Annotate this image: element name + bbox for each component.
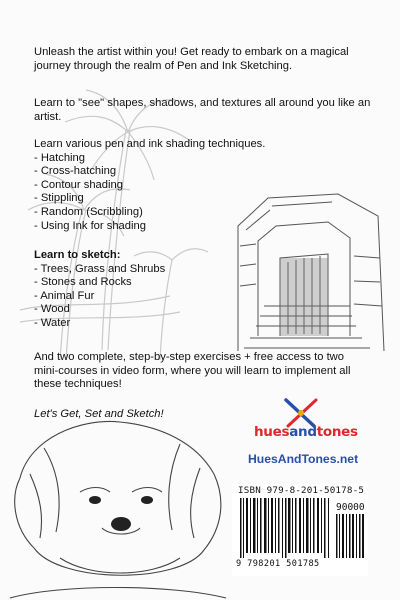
list-item: - Using Ink for shading bbox=[34, 219, 146, 232]
techniques-section bbox=[34, 138, 334, 233]
website-url: HuesAndTones.net bbox=[248, 452, 359, 466]
logo-part-tones: tones bbox=[316, 424, 358, 440]
slogan-paragraph bbox=[34, 408, 234, 422]
logo-part-and: and bbox=[289, 424, 317, 440]
hues-and-tones-logo bbox=[254, 424, 358, 440]
list-item: - Stippling bbox=[34, 192, 84, 205]
price-code: 90000 bbox=[336, 502, 365, 513]
dog-sketch bbox=[0, 408, 232, 600]
list-item: - Random (Scribbling) bbox=[34, 205, 143, 218]
intro-text: Unleash the artist within you! Get ready to embark on a magical journey through the realm of Pen and Ink Sketching. bbox=[34, 46, 349, 72]
techniques-heading: Learn various pen and ink shading techniques. bbox=[34, 138, 266, 150]
list-item: - Wood bbox=[34, 303, 70, 316]
techniques-list bbox=[34, 152, 334, 234]
sketch-list bbox=[34, 263, 234, 331]
main-barcode bbox=[240, 498, 332, 558]
see-text: Learn to "see" shapes, shadows, and textures all around you like an artist. bbox=[34, 97, 371, 123]
addon-barcode bbox=[336, 514, 366, 558]
courses-text: And two complete, step-by-step exercises + free access to two mini-courses in video form, where you will learn to implement all these techniques! bbox=[34, 351, 351, 391]
list-item: - Water bbox=[34, 316, 71, 329]
sketch-section bbox=[34, 249, 234, 331]
see-paragraph bbox=[34, 97, 374, 124]
list-item: - Animal Fur bbox=[34, 289, 95, 302]
intro-paragraph bbox=[34, 46, 374, 73]
list-item: - Trees, Grass and Shrubs bbox=[34, 262, 166, 275]
isbn-text: ISBN 979-8-201-50178-5 bbox=[238, 485, 365, 496]
list-item: - Contour shading bbox=[34, 178, 123, 191]
list-item: - Stones and Rocks bbox=[34, 276, 132, 289]
courses-paragraph bbox=[34, 351, 364, 392]
sketch-heading: Learn to sketch: bbox=[34, 249, 121, 261]
slogan-text: Let's Get, Set and Sketch! bbox=[34, 408, 164, 420]
logo-part-hues: hues bbox=[254, 424, 290, 440]
list-item: - Cross-hatching bbox=[34, 165, 117, 178]
list-item: - Hatching bbox=[34, 151, 85, 164]
barcode-number: 9 798201 501785 bbox=[236, 559, 320, 569]
